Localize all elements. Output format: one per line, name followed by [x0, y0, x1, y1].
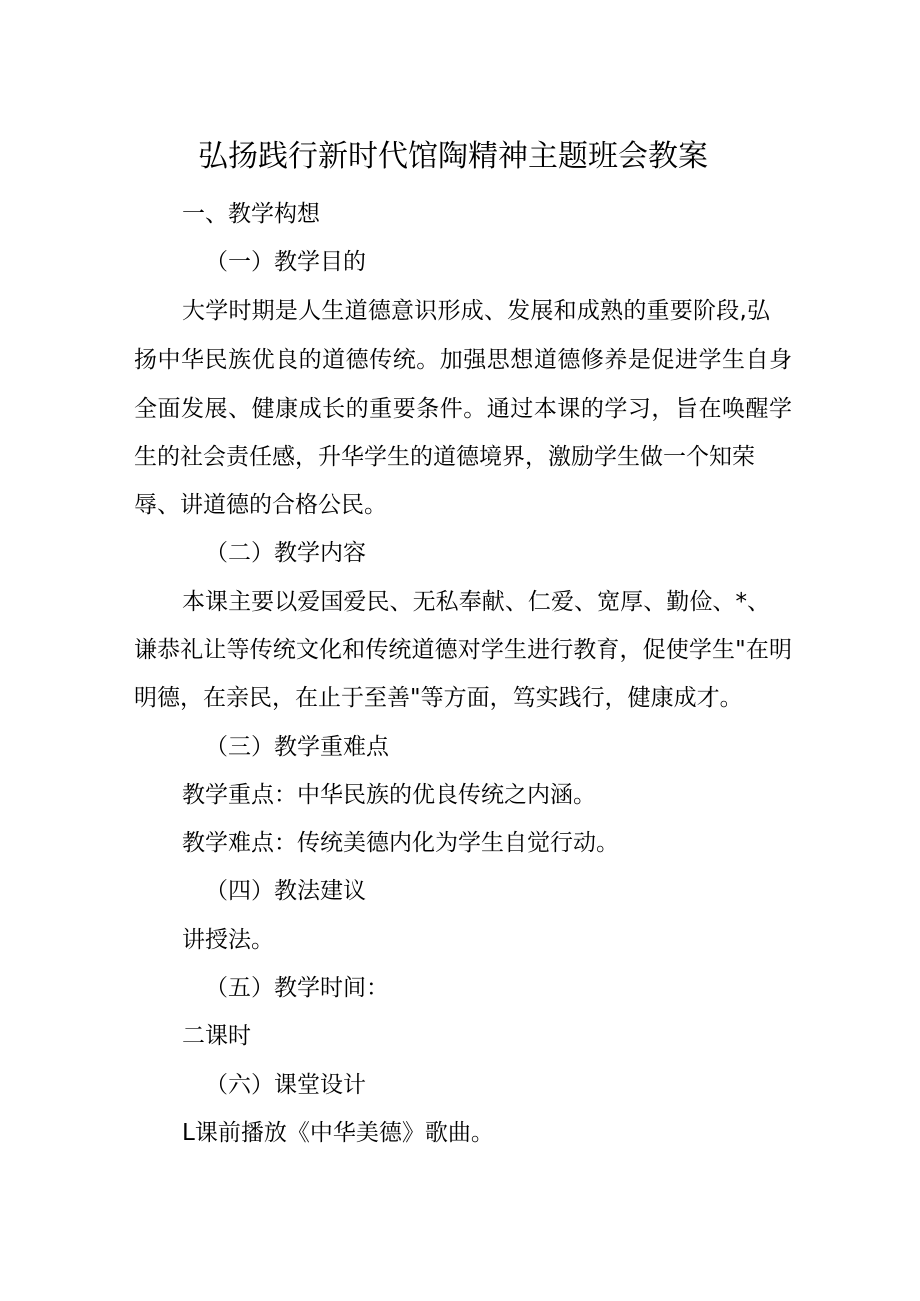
- document-title: 弘扬践行新时代馆陶精神主题班会教案: [198, 139, 708, 174]
- paragraph-line: 本课主要以爱国爱民、无私奉献、仁爱、宽厚、勤俭、*、: [182, 589, 770, 615]
- teaching-method-text: 讲授法。: [182, 927, 274, 953]
- subheading-teaching-purpose: （一）教学目的: [205, 249, 366, 275]
- paragraph-line: 生的社会责任感，升华学生的道德境界，激励学生做一个知荣: [134, 444, 755, 470]
- difficult-point-text: 教学难点：传统美德内化为学生自觉行动。: [182, 830, 619, 856]
- paragraph-line: 辱、讲道德的合格公民。: [134, 492, 387, 518]
- paragraph-line: 明德，在亲民，在止于至善"等方面，笃实践行，健康成才。: [134, 685, 743, 711]
- subheading-class-design: （六）课堂设计: [205, 1072, 366, 1098]
- class-design-item: L课前播放《中华美德》歌曲。: [182, 1120, 494, 1146]
- subheading-teaching-content: （二）教学内容: [205, 540, 366, 566]
- section-heading-teaching-concept: 一、教学构想: [182, 201, 320, 227]
- teaching-time-text: 二课时: [182, 1023, 251, 1049]
- subheading-key-difficult-points: （三）教学重难点: [205, 734, 389, 760]
- paragraph-line: 谦恭礼让等传统文化和传统道德对学生进行教育，促使学生"在明: [134, 637, 792, 663]
- key-point-text: 教学重点：中华民族的优良传统之内涵。: [182, 782, 596, 808]
- paragraph-line: 全面发展、健康成长的重要条件。通过本课的学习，旨在唤醒学: [134, 396, 792, 422]
- paragraph-line: 扬中华民族优良的道德传统。加强思想道德修养是促进学生自身: [134, 347, 792, 373]
- paragraph-line: 大学时期是人生道德意识形成、发展和成熟的重要阶段,弘: [182, 298, 770, 324]
- subheading-teaching-method: （四）教法建议: [205, 878, 366, 904]
- subheading-teaching-time: （五）教学时间：: [205, 975, 389, 1001]
